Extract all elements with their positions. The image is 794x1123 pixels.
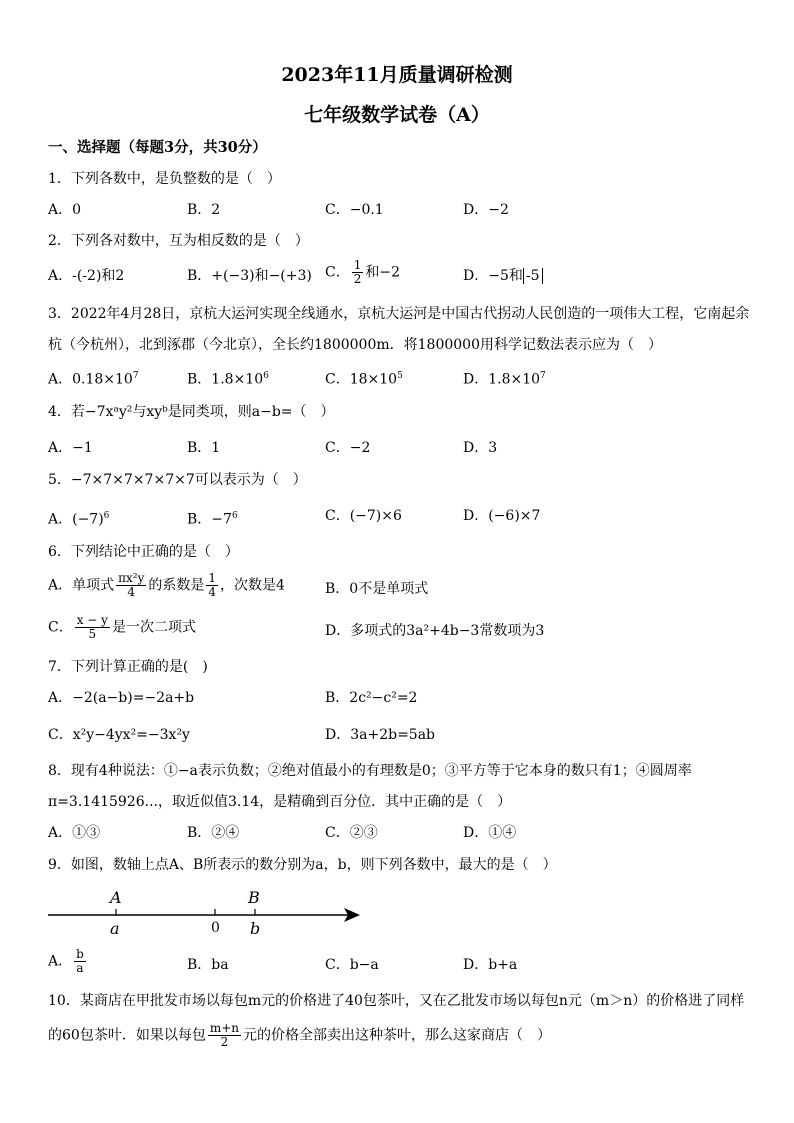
fraction: $\frac{1}{4}$ <box>208 571 217 599</box>
absolute-value: -5 <box>523 268 543 284</box>
q6-stem: 6．下列结论中正确的是（ ） <box>48 544 239 560</box>
q4-stem: 4．若−7xᵃy²与xyᵇ是同类项，则a−b=（ ） <box>48 404 335 420</box>
q4-option-c: C．−2 <box>325 440 371 456</box>
q9-option-a: A． $\frac{b}{a}$ <box>48 947 84 975</box>
value-a-label: a <box>110 919 120 938</box>
exam-title: 2023年11月质量调研检测 <box>281 64 513 86</box>
q7-option-b: B．2c²−c²=2 <box>325 690 418 706</box>
q8-stem-line2: π=3.1415926...，取近似值3.14，是精确到百分位．其中正确的是（ ） <box>48 794 512 810</box>
q9-option-b: B．ba <box>187 957 229 973</box>
q3-option-a: A．$0.18\times 10^7$ <box>48 371 139 388</box>
q8-option-a: A．①③ <box>48 825 101 841</box>
q2-option-b: B．+(−3)和−(+3) <box>187 268 312 284</box>
q1-option-b: B．2 <box>187 202 221 218</box>
q6-option-a: A．单项式 $\frac{\text{πx²y}}{4}$ 的系数是 $\frac{1}{4}$ ，次数是4 <box>48 571 285 599</box>
zero-label: 0 <box>211 920 220 936</box>
value-b-label: b <box>250 919 261 938</box>
q10-stem-line2: 的60包茶叶．如果以每包 $\frac{m+n}{2}$ 元的价格全部卖出这种茶叶，那么这家商店（ ） <box>48 1021 551 1049</box>
q7-option-a: A．−2(a−b)=−2a+b <box>48 690 195 706</box>
point-a-label: A <box>110 888 122 907</box>
q7-option-c: C．x²y−4yx²=−3x²y <box>48 727 190 743</box>
q7-stem: 7．下列计算正确的是( ) <box>48 659 208 675</box>
fraction: $\frac{m+n}{2}$ <box>209 1021 239 1049</box>
point-b-label: B <box>248 888 260 907</box>
q9-option-c: C．b−a <box>325 957 379 973</box>
number-line-figure <box>44 884 364 940</box>
q10-stem-line1: 10．某商店在甲批发市场以每包m元的价格进了40包茶叶，又在乙批发市场以每包n元（m＞n）的价格进了同样 <box>48 993 745 1009</box>
q5-option-b: B．$-7^6$ <box>187 511 238 528</box>
q1-option-a: A．0 <box>48 202 82 218</box>
q3-stem-line1: 3．2022年4月28日，京杭大运河实现全线通水，京杭大运河是中国古代拐动人民创造的一项伟大工程，它南起余 <box>48 306 750 322</box>
fraction: $\frac{b}{a}$ <box>76 947 84 975</box>
q8-option-b: B．②④ <box>187 825 240 841</box>
q2-option-d: D．−5和 -5 <box>463 267 543 285</box>
q5-stem: 5．−7×7×7×7×7×7可以表示为（ ） <box>48 472 307 488</box>
q6-option-d: D．多项式的3a²+4b−3常数项为3 <box>325 623 545 639</box>
q1-stem: 1．下列各数中，是负整数的是（ ） <box>48 171 281 187</box>
q4-option-a: A．−1 <box>48 440 93 456</box>
q4-option-b: B．1 <box>187 440 221 456</box>
fraction: $\frac{x - y}{5}$ <box>76 613 108 641</box>
q6-option-b: B．0不是单项式 <box>325 581 429 597</box>
q7-option-d: D．3a+2b=5ab <box>325 727 436 743</box>
q3-option-c: C．$18\times 10^5$ <box>325 371 403 388</box>
fraction: $\frac{1}{2}$ <box>353 258 362 286</box>
q8-stem-line1: 8．现有4种说法：①−a表示负数；②绝对值最小的有理数是0；③平方等于它本身的数只有1；④圆周率 <box>48 763 692 779</box>
q1-option-c: C．−0.1 <box>325 202 384 218</box>
q8-option-c: C．②③ <box>325 825 378 841</box>
q1-option-d: D．−2 <box>463 202 509 218</box>
q3-stem-line2: 杭（今杭州），北到涿郡（今北京），全长约1800000m．将1800000用科学记数法表示应为（ ） <box>48 337 662 353</box>
q9-stem: 9．如图，数轴上点A、B所表示的数分别为a，b，则下列各数中，最大的是（ ） <box>48 857 557 873</box>
q2-option-a: A．-(-2)和2 <box>48 268 125 284</box>
q3-option-b: B．$1.8\times 10^6$ <box>187 371 269 388</box>
q9-option-d: D．b+a <box>463 957 518 973</box>
q4-option-d: D．3 <box>463 440 498 456</box>
q5-option-c: C．(−7)×6 <box>325 508 402 524</box>
section-heading: 一、选择题（每题3分，共30分） <box>48 139 267 156</box>
exam-subtitle: 七年级数学试卷（A） <box>304 104 490 126</box>
q5-option-a: A．$(-7)^6$ <box>48 511 110 528</box>
fraction: $\frac{\text{πx²y}}{4}$ <box>118 571 145 599</box>
q2-option-c: C． $\frac{1}{2}$ 和−2 <box>325 258 400 286</box>
q3-option-d: D．$1.8\times 10^7$ <box>463 371 546 388</box>
q6-option-c: C． $\frac{x - y}{5}$ 是一次二项式 <box>48 613 196 641</box>
q2-stem: 2．下列各对数中，互为相反数的是（ ） <box>48 233 309 249</box>
q8-option-d: D．①④ <box>463 825 517 841</box>
q5-option-d: D．(−6)×7 <box>463 508 541 524</box>
